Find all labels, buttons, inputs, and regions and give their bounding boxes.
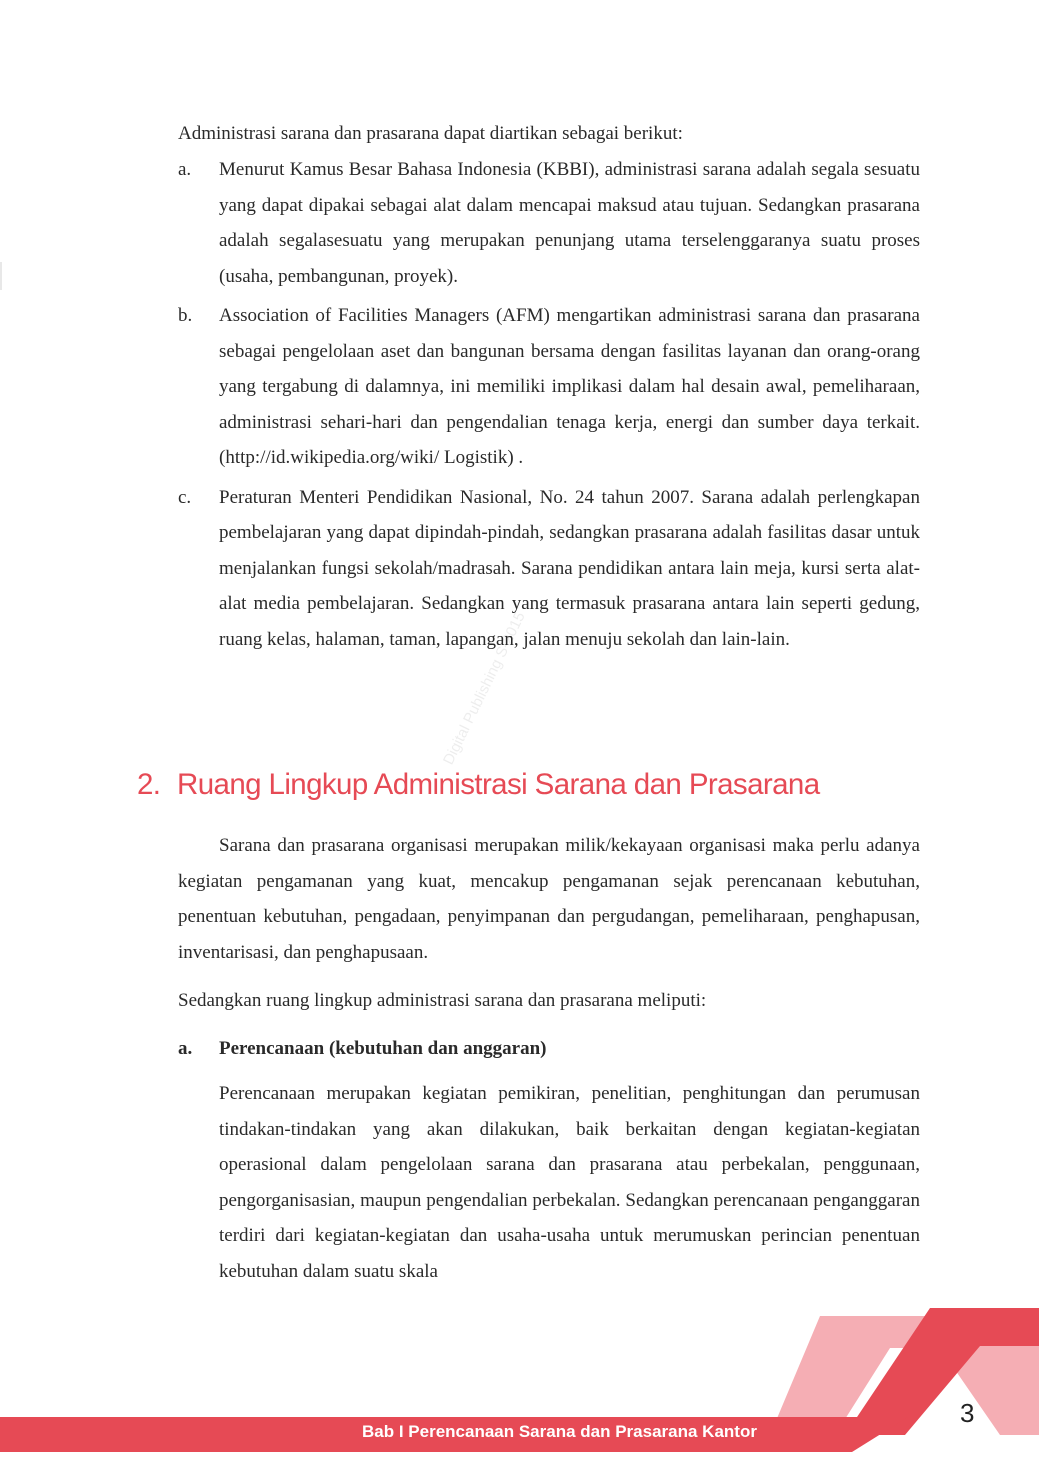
list-item xyxy=(178,152,920,294)
list-marker: a. xyxy=(178,159,192,180)
subsection-title: Perencanaan (kebutuhan dan anggaran) xyxy=(219,1038,547,1059)
list-item xyxy=(178,298,920,476)
list-item-text: Menurut Kamus Besar Bahasa Indonesia (KBBI), administrasi sarana adalah segala sesuatu yang dapat dipakai sebagai alat dalam mencapai maksud atau tujuan. Sedangkan prasarana adalah segalasesuatu yang merupakan penunjang utama terselenggaranya suatu proses (usaha, pembangunan, proyek). xyxy=(219,159,920,287)
list-item xyxy=(178,480,920,658)
page-edge-mark xyxy=(0,262,2,290)
list-item-text: Peraturan Menteri Pendidikan Nasional, No. 24 tahun 2007. Sarana adalah perlengkapan pembelajaran yang dapat dipindah-pindah, sedangkan prasarana adalah fasilitas dasar untuk menjalankan fungsi sekolah/madrasah. Sarana pendidikan antara lain meja, kursi serta alat-alat media pembelajaran. Sedangkan yang termasuk prasarana antara lain seperti gedung, ruang kelas, halaman, taman, lapangan, jalan menuju sekolah dan lain-lain. xyxy=(219,486,920,650)
list-item-text: Association of Facilities Managers (AFM) mengartikan administrasi sarana dan prasarana sebagai pengelolaan aset dan bangunan bersama dengan fasilitas layanan dan orang-orang yang tergabung di dalamnya, ini memiliki implikasi dalam hal desain awal, pemeliharaan, administrasi sehari-hari dan pengendalian tenaga kerja, energi dan sumber daya terkait. (http://id.wikipedia.org/wiki/ Logistik) . xyxy=(219,305,920,468)
subsection-marker: a. xyxy=(178,1038,193,1059)
footer-chapter-title: Bab I Perencanaan Sarana dan Prasarana Kantor xyxy=(362,1422,757,1441)
scope-intro-text: Sedangkan ruang lingkup administrasi sarana dan prasarana meliputi: xyxy=(178,990,707,1011)
watermark: Digital Publishing S-2015 xyxy=(440,609,529,768)
list-marker: c. xyxy=(178,486,192,508)
page-number: 3 xyxy=(960,1398,975,1428)
section-number: 2. xyxy=(137,768,161,801)
section-heading xyxy=(137,768,927,802)
list-marker: b. xyxy=(178,305,193,326)
subsection-paragraph: Perencanaan merupakan kegiatan pemikiran, penelitian, penghitungan dan perumusan tindakan-tindakan yang akan dilakukan, baik berkaitan dengan kegiatan-kegiatan operasional dalam pengelolaan sarana dan prasarana atau perbekalan, penggunaan, pengorganisasian, maupun pengendalian perbekalan. Sedangkan perencanaan penganggaran terdiri dari kegiatan-kegiatan dan usaha-usaha untuk merumuskan perincian penentuan kebutuhan dalam suatu skala xyxy=(219,1083,920,1282)
section-paragraph: Sarana dan prasarana organisasi merupakan milik/kekayaan organisasi maka perlu adanya kegiatan pengamanan yang kuat, mencakup pengamanan sejak perencanaan kebutuhan, penentuan kebutuhan, pengadaan, penyimpanan dan pergudangan, pemeliharaan, penghapusan, inventarisasi, dan penghapusaan. xyxy=(178,835,920,963)
intro-text: Administrasi sarana dan prasarana dapat diartikan sebagai berikut: xyxy=(178,123,683,144)
footer-decoration xyxy=(0,1300,1039,1476)
section-title: Ruang Lingkup Administrasi Sarana dan Prasarana xyxy=(177,768,820,801)
subsection-heading xyxy=(178,1031,546,1067)
definition-list xyxy=(178,152,920,661)
